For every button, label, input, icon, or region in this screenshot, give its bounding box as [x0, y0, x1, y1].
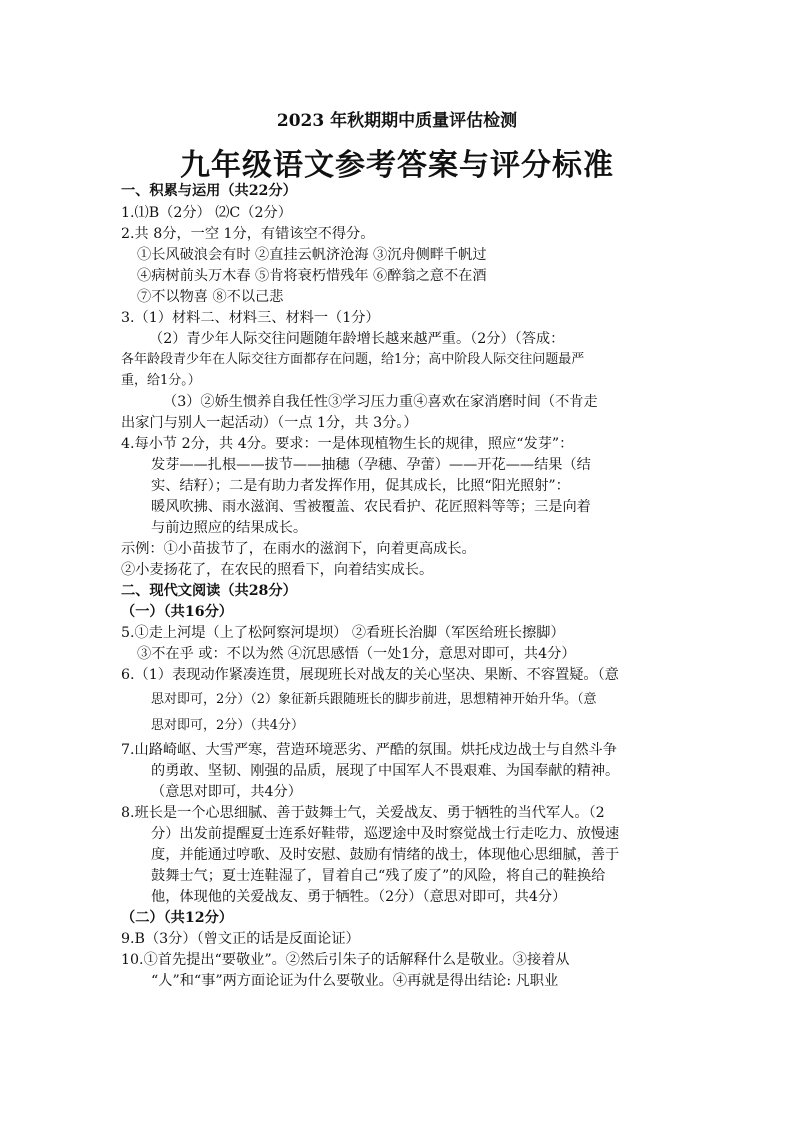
answer-q6-line1: 6.（1）表现动作紧凑连贯，展现班长对战友的关心坚决、果断、不容置疑。（意 [121, 667, 619, 683]
document-title: 九年级语文参考答案与评分标准 [180, 148, 614, 183]
answer-q2-rule: 2.共 8分，一空 1分，有错该空不得分。 [121, 226, 375, 242]
answer-q5-line2: ③不在乎 或：不以为然 ④沉思感悟（一处1分，意思对即可，共4分） [137, 646, 576, 662]
answer-q1: 1.⑴B（2分） ⑵C（2分） [121, 205, 292, 221]
answer-q3-2-line1: （2）青少年人际交往问题随年龄增长越来越严重。（2分）（答成： [149, 331, 565, 347]
answer-q5-line1: 5.①走上河堤（上了松阿察河堤坝） ②看班长治脚（军医给班长擦脚） [121, 625, 565, 641]
answer-q6-line2: 思对即可，2分）（2）象征新兵跟随班长的脚步前进，思想精神开始升华。（意 [151, 692, 597, 707]
subsection-heading-2: （二）（共12分） [121, 910, 233, 926]
answer-q7-line3: （意思对即可，共4分） [151, 784, 302, 800]
answer-q3-1: 3.（1）材料二、材料三、材料一（1分） [121, 310, 380, 326]
answer-q10-line1: 10.①首先提出“要敬业”。②然后引朱子的话解释什么是敬业。③接着从 [121, 952, 570, 968]
answer-q4-line4: 暖风吹拂、雨水滋润、雪被覆盖、农民看护、花匠照料等等；三是向着 [151, 499, 591, 515]
answer-q4-line2: 发芽——扎根——拔节——抽穗（孕穗、孕蕾）——开花——结果（结 [151, 457, 591, 473]
section-heading-1: 一、积累与运用（共22分） [121, 183, 297, 199]
answer-q8-line4: 鼓舞士气；夏士连鞋湿了，冒着自己“残了废了”的风险，将自己的鞋换给 [151, 868, 606, 884]
answer-q8-line3: 度，并能通过哼歌、及时安慰、鼓励有情绪的战士，体现他心思细腻，善于 [151, 847, 620, 863]
answer-q10-line2: “人”和“事”两方面论证为什么要敬业。④再就是得出结论: 凡职业 [151, 973, 559, 989]
answer-q2-row3: ⑦不以物喜 ⑧不以己悲 [137, 289, 284, 305]
answer-q8-line1: 8.班长是一个心思细腻、善于鼓舞士气，关爱战友、勇于牺牲的当代军人。（2 [121, 805, 605, 821]
answer-q2-row1: ①长风破浪会有时 ②直挂云帆济沧海 ③沉舟侧畔千帆过 [137, 247, 487, 263]
subsection-heading-1: （一）（共16分） [121, 604, 233, 620]
section-heading-2: 二、现代文阅读（共28分） [121, 583, 297, 599]
answer-q3-2-line2: 各年龄段青少年在人际交往方面都存在问题，给1分；高中阶段人际交往问题最严 [121, 352, 585, 367]
exam-title: 2023 年秋期期中质量评估检测 [276, 111, 518, 131]
answer-q8-line5: 他，体现他的关爱战友、勇于牺牲。（2分）（意思对即可，共4分） [151, 889, 567, 905]
answer-example-2: ②小麦扬花了，在农民的照看下，向着结实成长。 [121, 562, 434, 578]
answer-q8-line2: 分）出发前提醒夏士连系好鞋带，巡逻途中及时察觉战士行走吃力、放慢速 [151, 826, 620, 842]
answer-q3-3-line2: 出家门与别人一起活动）（一点 1分，共 3分。） [121, 415, 418, 431]
answer-example-1: 示例：①小苗拔节了，在雨水的滋润下，向着更高成长。 [121, 541, 476, 557]
answer-q9: 9.B（3分）（曾文正的话是反面论证） [121, 931, 360, 947]
answer-q4-line5: 与前边照应的结果成长。 [151, 520, 308, 536]
answer-q4-line1: 4.每小节 2分，共 4分。要求：一是体现植物生长的规律，照应“发芽”： [121, 436, 574, 452]
answer-q6-line3: 思对即可，2分）（共4分） [151, 718, 305, 733]
answer-q7-line2: 的勇敢、坚韧、刚强的品质，展现了中国军人不畏艰难、为国奉献的精神。 [151, 763, 620, 779]
answer-q7-line1: 7.山路崎岖、大雪严寒，营造环境恶劣、严酷的氛围。烘托戍边战士与自然斗争 [121, 742, 617, 758]
answer-q2-row2: ④病树前头万木春 ⑤肯将衰朽惜残年 ⑥醉翁之意不在酒 [137, 268, 487, 284]
answer-q3-2-line3: 重，给1分。） [121, 373, 201, 388]
answer-q3-3-line1: （3）②娇生惯养自我任性③学习压力重④喜欢在家消磨时间（不肯走 [163, 394, 598, 410]
answer-q4-line3: 实、结籽）；二是有助力者发挥作用，促其成长，比照“阳光照射”： [151, 478, 570, 494]
